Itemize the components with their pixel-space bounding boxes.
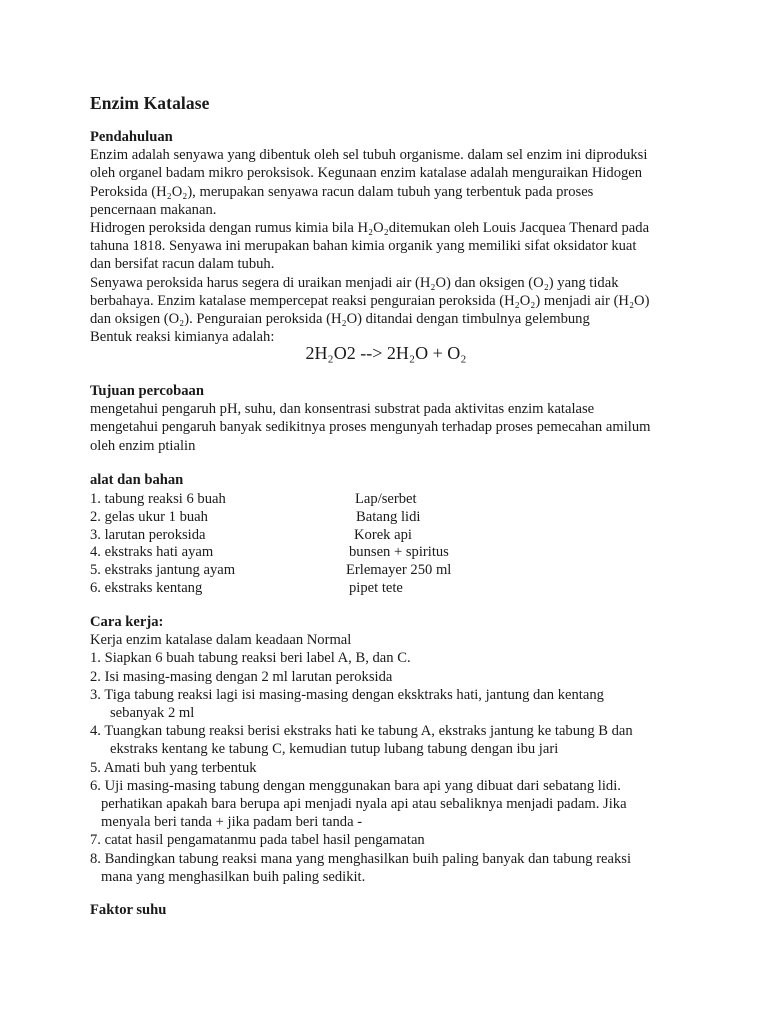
intro-line: oleh organel badam mikro peroksisok. Kegunaan enzim katalase adalah menguraikan Hidogen (90, 165, 643, 182)
intro-heading: Pendahuluan (90, 129, 173, 145)
intro-line: pencernaan makanan. (90, 201, 217, 218)
goal-line: mengetahui pengaruh banyak sedikitnya proses mengunyah terhadap proses pemecahan amilum (90, 419, 651, 436)
tools-row (90, 543, 449, 561)
tools-list (90, 490, 452, 597)
goal-section (90, 382, 690, 455)
step-5: 5. Amati buh yang terbentuk (90, 759, 257, 776)
goal-heading: Tujuan percobaan (90, 383, 204, 399)
intro-line: Enzim adalah senyawa yang dibentuk oleh sel tubuh organisme. dalam sel enzim ini diproduksi (90, 147, 648, 164)
step-6-cont: perhatikan apakah bara berupa api menjadi nyala api atau sebaliknya menjadi padam. Jika (101, 796, 627, 813)
intro-line: tahuna 1818. Senyawa ini merupakan bahan kimia organik yang memiliki sifat oksidator kuat (90, 238, 637, 255)
next-heading: Faktor suhu (90, 902, 167, 918)
tools-heading: alat dan bahan (90, 472, 184, 488)
tool-item: 5. ekstraks jantung ayam (90, 562, 236, 579)
intro-line: Bentuk reaksi kimianya adalah: (90, 329, 275, 346)
goal-line: mengetahui pengaruh pH, suhu, dan konsentrasi substrat pada aktivitas enzim katalase (90, 401, 595, 418)
tool-item: 2. gelas ukur 1 buah (90, 508, 208, 525)
tool-item: 3. larutan peroksida (90, 526, 206, 543)
step-4-cont: ekstraks kentang ke tabung C, kemudian tutup lubang tabung dengan ibu jari (110, 741, 559, 758)
document-title: Enzim Katalase (90, 93, 210, 113)
reaction-formula: 2H₂O2 --> 2H₂O + O₂ (305, 343, 467, 363)
step-3: 3. Tiga tabung reaksi lagi isi masing-masing dengan eksktraks hati, jantung dan kentang (90, 686, 604, 703)
intro-line: Peroksida (H₂O₂), merupakan senyawa racun dalam tubuh yang terbentuk pada proses (90, 183, 594, 200)
tool-item: 4. ekstraks hati ayam (90, 544, 214, 561)
intro-line: dan bersifat racun dalam tubuh. (90, 256, 275, 273)
tool-item: 1. tabung reaksi 6 buah (90, 491, 226, 507)
tool-item: 6. ekstraks kentang (90, 579, 203, 596)
step-6-cont: menyala beri tanda + jika padam beri tanda - (101, 814, 363, 831)
tools-row (90, 561, 452, 579)
material-item: Korek api (354, 526, 412, 543)
tools-row (90, 490, 417, 508)
step-8: 8. Bandingkan tabung reaksi mana yang menghasilkan buih paling banyak dan tabung reaksi (90, 850, 632, 867)
intro-line: berbahaya. Enzim katalase mempercepat reaksi penguraian peroksida (H₂O₂) menjadi air (H₂O) (90, 292, 650, 309)
material-item: Erlemayer 250 ml (346, 562, 452, 579)
step-8-cont: mana yang menghasilkan buih paling sedikit. (101, 868, 366, 885)
intro-line: Senyawa peroksida harus segera di uraikan menjadi air (H₂O) dan oksigen (O₂) yang tidak (90, 274, 619, 291)
step-2: 2. Isi masing-masing dengan 2 ml larutan peroksida (90, 668, 393, 685)
material-item: bunsen + spiritus (349, 544, 449, 561)
intro-section (90, 128, 690, 346)
tools-row (90, 579, 403, 597)
step-6: 6. Uji masing-masing tabung dengan menggunakan bara api yang dibuat dari sebatang lidi. (90, 777, 621, 794)
intro-line: dan oksigen (O₂). Penguraian peroksida (H₂O) ditandai dengan timbulnya gelembung (90, 311, 590, 328)
step-7: 7. catat hasil pengamatanmu pada tabel hasil pengamatan (90, 832, 425, 849)
method-subheading: Kerja enzim katalase dalam keadaan Normal (90, 632, 352, 649)
step-3-cont: sebanyak 2 ml (110, 705, 195, 722)
tools-row (90, 526, 412, 544)
step-4: 4. Tuangkan tabung reaksi berisi ekstraks hati ke tabung A, ekstraks jantung ke tabung B dan (90, 723, 633, 740)
method-section (90, 613, 710, 886)
goal-line: oleh enzim ptialin (90, 437, 196, 454)
material-item: Batang lidi (356, 508, 421, 525)
method-heading: Cara kerja: (90, 614, 164, 630)
tools-row (90, 508, 421, 526)
step-1: 1. Siapkan 6 buah tabung reaksi beri label A, B, dan C. (90, 650, 411, 667)
material-item: Lap/serbet (355, 491, 417, 507)
material-item: pipet tete (349, 579, 403, 596)
intro-line: Hidrogen peroksida dengan rumus kimia bila H₂O₂ditemukan oleh Louis Jacquea Thenard pada (90, 220, 650, 237)
